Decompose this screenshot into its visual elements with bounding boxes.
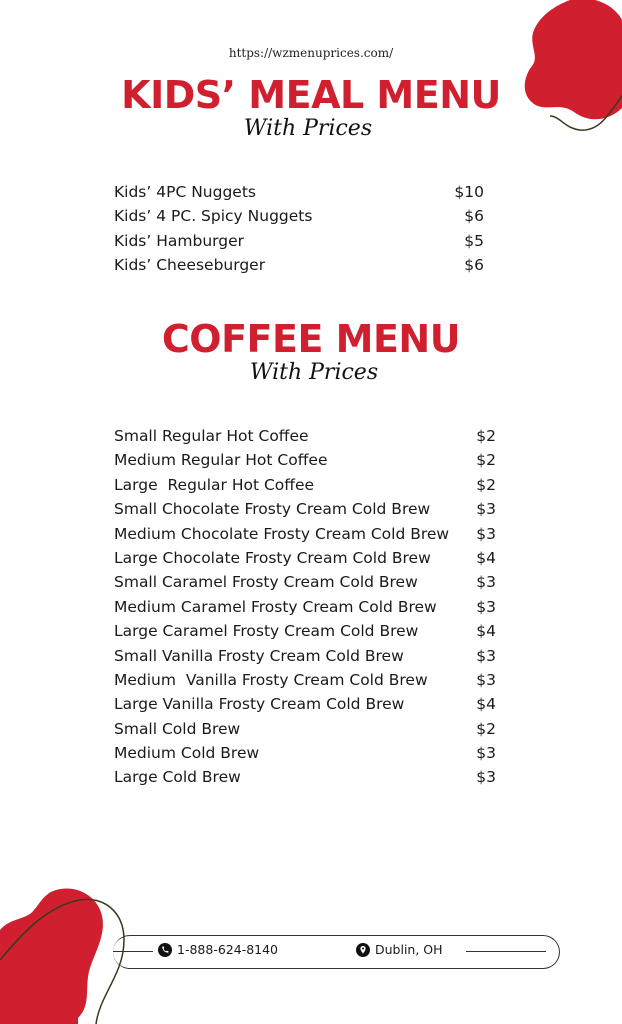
map-pin-icon <box>356 943 370 957</box>
item-name: Small Regular Hot Coffee <box>114 427 309 445</box>
item-name: Kids’ 4 PC. Spicy Nuggets <box>114 207 313 226</box>
item-name: Medium Caramel Frosty Cream Cold Brew <box>114 597 437 616</box>
item-price: $6 <box>464 256 484 275</box>
item-price: $3 <box>476 524 496 543</box>
item-price: $3 <box>476 646 496 665</box>
footer-location <box>356 942 443 957</box>
phone-icon <box>158 943 172 957</box>
source-url[interactable]: https://wzmenuprices.com/ <box>228 46 394 60</box>
footer-divider <box>113 951 153 952</box>
item-price: $4 <box>476 695 496 714</box>
coffee-menu-subtitle: With Prices <box>249 360 379 385</box>
list-item <box>114 570 496 594</box>
item-price: $5 <box>464 231 484 250</box>
coffee-menu-list <box>114 424 496 790</box>
list-item <box>114 180 484 204</box>
decorative-blob-bottom-left <box>0 884 130 1024</box>
kids-menu-list <box>114 180 484 278</box>
item-price: $2 <box>476 451 496 470</box>
item-name: Medium Regular Hot Coffee <box>114 451 328 470</box>
item-name: Kids’ Cheeseburger <box>114 256 266 275</box>
item-price: $3 <box>476 744 496 763</box>
list-item <box>114 546 496 570</box>
phone-number: 1-888-624-8140 <box>177 942 279 957</box>
item-name: Large Vanilla Frosty Cream Cold Brew <box>114 695 405 714</box>
item-name: Large Chocolate Frosty Cream Cold Brew <box>114 548 431 567</box>
item-price: $2 <box>476 475 496 494</box>
list-item <box>114 692 496 716</box>
list-item <box>114 448 496 472</box>
list-item <box>114 424 496 448</box>
location-text: Dublin, OH <box>375 942 443 957</box>
list-item <box>114 668 496 692</box>
item-name: Small Chocolate Frosty Cream Cold Brew <box>114 500 431 519</box>
item-price: $3 <box>476 500 496 519</box>
item-price: $3 <box>476 597 496 616</box>
list-item <box>114 717 496 741</box>
item-name: Medium Vanilla Frosty Cream Cold Brew <box>114 670 428 689</box>
list-item <box>114 204 484 228</box>
list-item <box>114 619 496 643</box>
item-price: $3 <box>476 670 496 689</box>
list-item <box>114 253 484 277</box>
item-price: $6 <box>464 207 484 226</box>
item-name: Small Vanilla Frosty Cream Cold Brew <box>114 646 404 665</box>
item-price: $3 <box>476 768 496 787</box>
item-price: $3 <box>476 573 496 592</box>
item-name: Medium Cold Brew <box>114 744 260 763</box>
item-name: Kids’ Hamburger <box>114 231 245 250</box>
item-name: Large Caramel Frosty Cream Cold Brew <box>114 622 419 641</box>
footer-divider <box>466 951 546 952</box>
list-item <box>114 229 484 253</box>
list-item <box>114 765 496 789</box>
footer-phone[interactable] <box>158 942 278 957</box>
list-item <box>114 473 496 497</box>
item-price: $10 <box>454 183 484 201</box>
item-name: Small Caramel Frosty Cream Cold Brew <box>114 573 418 592</box>
item-name: Kids’ 4PC Nuggets <box>114 183 256 201</box>
item-price: $2 <box>476 427 496 445</box>
item-price: $2 <box>476 719 496 738</box>
kids-menu-title: KIDS’ MEAL MENU <box>121 73 501 117</box>
list-item <box>114 497 496 521</box>
list-item <box>114 522 496 546</box>
item-name: Medium Chocolate Frosty Cream Cold Brew <box>114 524 450 543</box>
item-name: Large Regular Hot Coffee <box>114 475 315 494</box>
list-item <box>114 741 496 765</box>
list-item <box>114 595 496 619</box>
item-price: $4 <box>476 622 496 641</box>
list-item <box>114 644 496 668</box>
coffee-menu-title: COFFEE MENU <box>161 317 461 361</box>
item-name: Large Cold Brew <box>114 768 241 787</box>
item-name: Small Cold Brew <box>114 719 241 738</box>
item-price: $4 <box>476 548 496 567</box>
kids-menu-subtitle: With Prices <box>243 116 373 141</box>
